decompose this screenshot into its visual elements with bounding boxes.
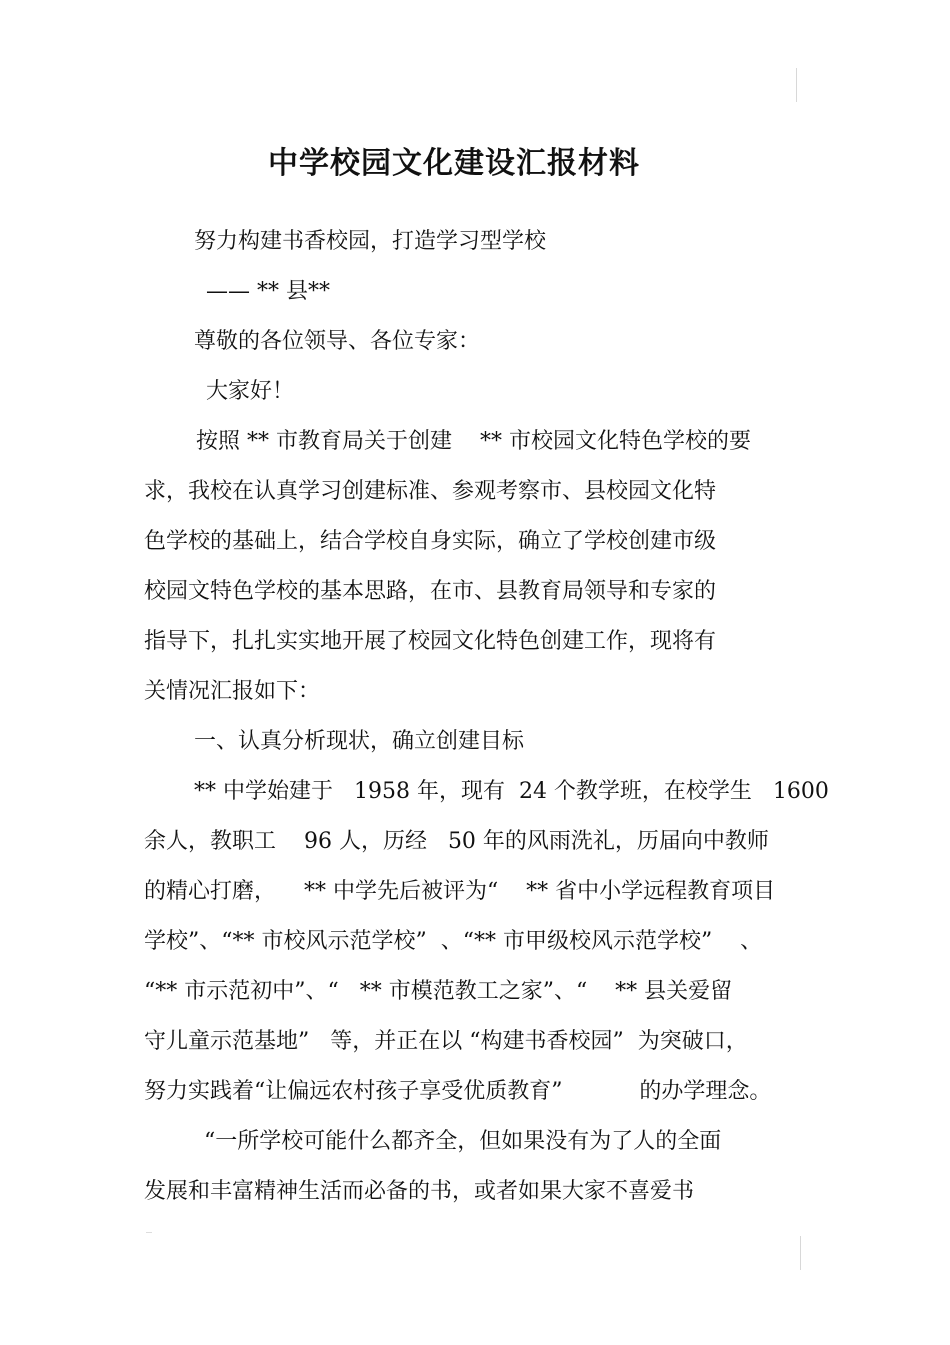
paragraph-line: ** 中学始建于 1958 年，现有 24 个教学班，在校学生 1600 <box>194 779 829 804</box>
paragraph-line: 发展和丰富精神生活而必备的书，或者如果大家不喜爱书 <box>144 1179 695 1204</box>
paragraph-line: 按照 ** 市教育局关于创建 ** 市校园文化特色学校的要 <box>196 429 751 454</box>
paragraph-line: 求，我校在认真学习创建标准、参观考察市、县校园文化特 <box>144 479 717 504</box>
subtitle: 努力构建书香校园，打造学习型学校 <box>194 229 547 254</box>
page-corner-mark <box>796 68 797 102</box>
paragraph-line: 守儿童示范基地” 等，并正在以 “构建书香校园” 为突破口， <box>144 1029 748 1054</box>
greeting: 大家好！ <box>206 379 295 404</box>
page-corner-mark <box>800 1236 801 1270</box>
paragraph-line: “一所学校可能什么都齐全，但如果没有为了人的全面 <box>204 1129 722 1154</box>
salutation: 尊敬的各位领导、各位专家： <box>194 329 481 354</box>
section-heading: 一、认真分析现状，确立创建目标 <box>194 729 525 754</box>
paragraph-line: 的精心打磨， ** 中学先后被评为“ ** 省中小学远程教育项目 <box>144 879 776 904</box>
page-corner-mark <box>146 1232 152 1233</box>
paragraph-line: 指导下，扎扎实实地开展了校园文化特色创建工作，现将有 <box>144 629 717 654</box>
paragraph-line: 校园文特色学校的基本思路，在市、县教育局领导和专家的 <box>144 579 717 604</box>
paragraph-line: 学校”、“** 市校风示范学校” 、“** 市甲级校风示范学校” 、 <box>144 929 763 954</box>
document-title: 中学校园文化建设汇报材料 <box>268 146 640 182</box>
paragraph-line: 关情况汇报如下： <box>144 679 321 704</box>
paragraph-line: “** 市示范初中”、“ ** 市模范教工之家”、“ ** 县关爱留 <box>144 979 733 1004</box>
byline: —— ** 县** <box>206 279 330 304</box>
paragraph-line: 色学校的基础上，结合学校自身实际，确立了学校创建市级 <box>144 529 717 554</box>
paragraph-line: 余人，教职工 96 人，历经 50 年的风雨洗礼，历届向中教师 <box>144 829 769 854</box>
paragraph-line: 努力实践着“让偏远农村孩子享受优质教育” 的办学理念。 <box>144 1079 772 1104</box>
